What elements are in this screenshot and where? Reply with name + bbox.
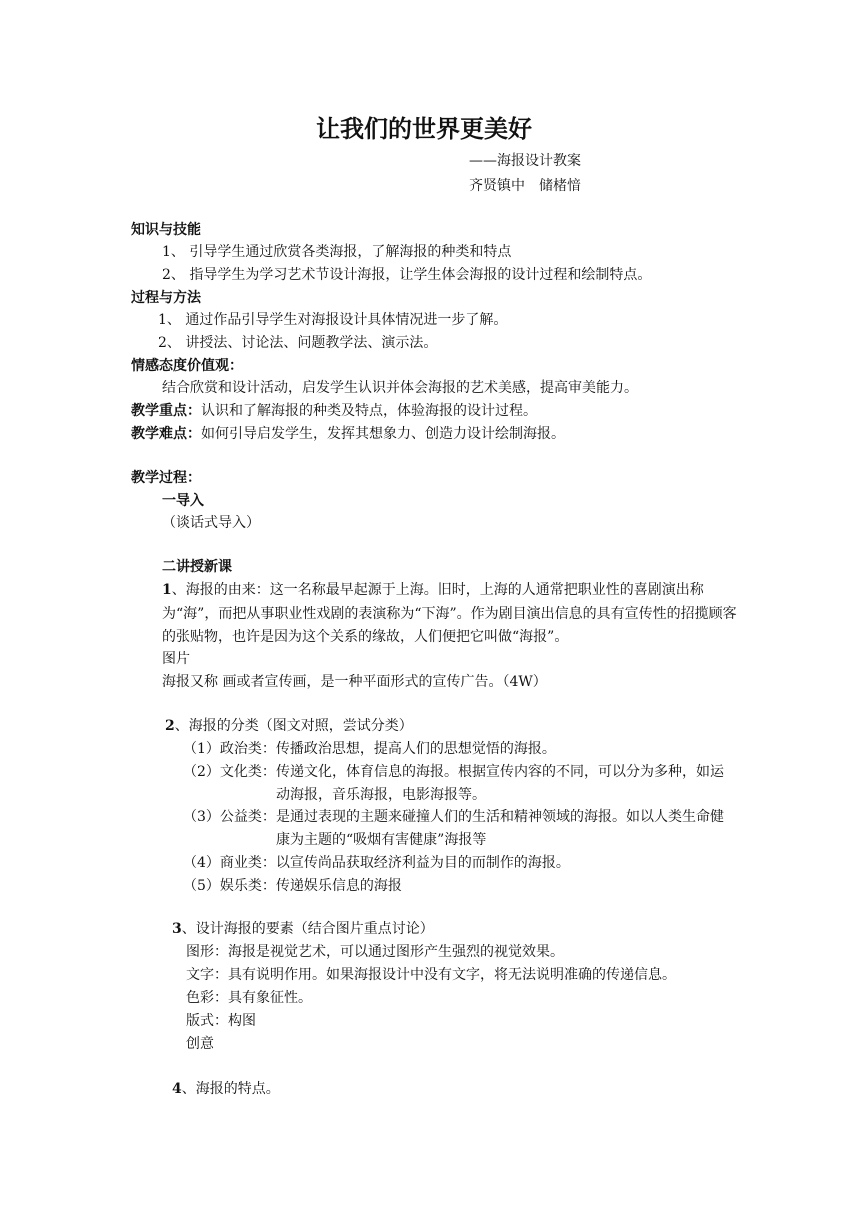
category-label: （2）文化类： bbox=[183, 764, 276, 780]
key-point-label: 教学重点： bbox=[131, 403, 201, 419]
elements-heading bbox=[172, 918, 434, 940]
category-label: （1）政治类： bbox=[183, 741, 276, 757]
intro-text: （谈话式导入） bbox=[162, 515, 260, 531]
emotion-heading: 情感态度价值观： bbox=[131, 358, 243, 374]
category-text: 以宣传尚品获取经济利益为目的而制作的海报。 bbox=[275, 855, 570, 871]
picture-note: 图片 bbox=[162, 651, 190, 667]
section-number: 3 bbox=[172, 921, 182, 937]
page-title: 让我们的世界更美好 bbox=[316, 114, 532, 143]
features-heading bbox=[172, 1078, 280, 1100]
element-item: 图形：海报是视觉艺术，可以通过图形产生强烈的视觉效果。 bbox=[186, 944, 564, 960]
category-item bbox=[183, 738, 556, 760]
alias-text: 海报又称 画或者宣传画，是一种平面形式的宣传广告。（4W） bbox=[162, 674, 547, 690]
difficulty-label: 教学难点： bbox=[131, 426, 201, 442]
process-method-item: 1、 通过作品引导学生对海报设计具体情况进一步了解。 bbox=[158, 312, 508, 328]
element-item: 文字：具有说明作用。如果海报设计中没有文字，将无法说明准确的传递信息。 bbox=[186, 967, 676, 983]
category-text: 是通过表现的主题来碰撞人们的生活和精神领域的海报。如以人类生命健康为主题的“吸烟有害健康”海报等 bbox=[276, 809, 724, 848]
section-number: 2 bbox=[165, 718, 175, 734]
origin-text: 、海报的由来：这一名称最早起源于上海。旧时，上海的人通常把职业性的喜剧演出称为“海”，而把从事职业性戏剧的表演称为“下海”。作为剧目演出信息的具有宣传性的招揽顾客的张贴物，也许是因为这个关系的缘故，人们便把它叫做“海报”。 bbox=[162, 582, 737, 645]
category-text: 传播政治思想，提高人们的思想觉悟的海报。 bbox=[275, 741, 556, 757]
category-label: （5）娱乐类： bbox=[183, 878, 276, 894]
category-text: 传递娱乐信息的海报 bbox=[275, 878, 402, 894]
category-item bbox=[183, 875, 402, 897]
knowledge-item: 1、 引导学生通过欣赏各类海报，了解海报的种类和特点 bbox=[162, 244, 512, 260]
process-method-heading: 过程与方法 bbox=[131, 290, 201, 306]
process-heading: 教学过程： bbox=[131, 470, 201, 486]
difficulty-line bbox=[131, 423, 565, 445]
process-method-item: 2、 讲授法、讨论法、问题教学法、演示法。 bbox=[158, 335, 438, 351]
category-text: 传递文化，体育信息的海报。根据宣传内容的不同，可以分为多种，如运动海报，音乐海报，电影海报等。 bbox=[276, 764, 724, 803]
intro-heading: 一导入 bbox=[162, 493, 204, 509]
elements-heading-text: 、设计海报的要素（结合图片重点讨论） bbox=[181, 921, 434, 937]
key-point-text: 认识和了解海报的种类及特点，体验海报的设计过程。 bbox=[201, 403, 537, 419]
element-item: 创意 bbox=[186, 1036, 214, 1052]
classification-heading-text: 、海报的分类（图文对照，尝试分类） bbox=[174, 718, 413, 734]
subtitle: ——海报设计教案 bbox=[469, 153, 581, 169]
knowledge-item: 2、 指导学生为学习艺术节设计海报，让学生体会海报的设计过程和绘制特点。 bbox=[162, 267, 652, 283]
author: 齐贤镇中 储楮愔 bbox=[469, 178, 581, 194]
element-item: 色彩：具有象征性。 bbox=[186, 990, 312, 1006]
section-number: 4 bbox=[172, 1081, 182, 1097]
category-label: （3）公益类： bbox=[183, 809, 276, 825]
difficulty-text: 如何引导启发学生，发挥其想象力、创造力设计绘制海报。 bbox=[201, 426, 565, 442]
knowledge-heading: 知识与技能 bbox=[131, 222, 201, 238]
features-heading-text: 、海报的特点。 bbox=[181, 1081, 280, 1097]
element-item: 版式：构图 bbox=[186, 1013, 256, 1029]
origin-paragraph bbox=[162, 579, 737, 650]
emotion-text: 结合欣赏和设计活动，启发学生认识并体会海报的艺术美感，提高审美能力。 bbox=[162, 380, 638, 396]
category-item bbox=[183, 852, 570, 874]
classification-heading bbox=[165, 715, 413, 737]
lesson-heading: 二讲授新课 bbox=[162, 559, 232, 575]
key-point-line bbox=[131, 400, 537, 422]
section-number: 1 bbox=[162, 582, 172, 598]
category-label: （4）商业类： bbox=[183, 855, 276, 871]
